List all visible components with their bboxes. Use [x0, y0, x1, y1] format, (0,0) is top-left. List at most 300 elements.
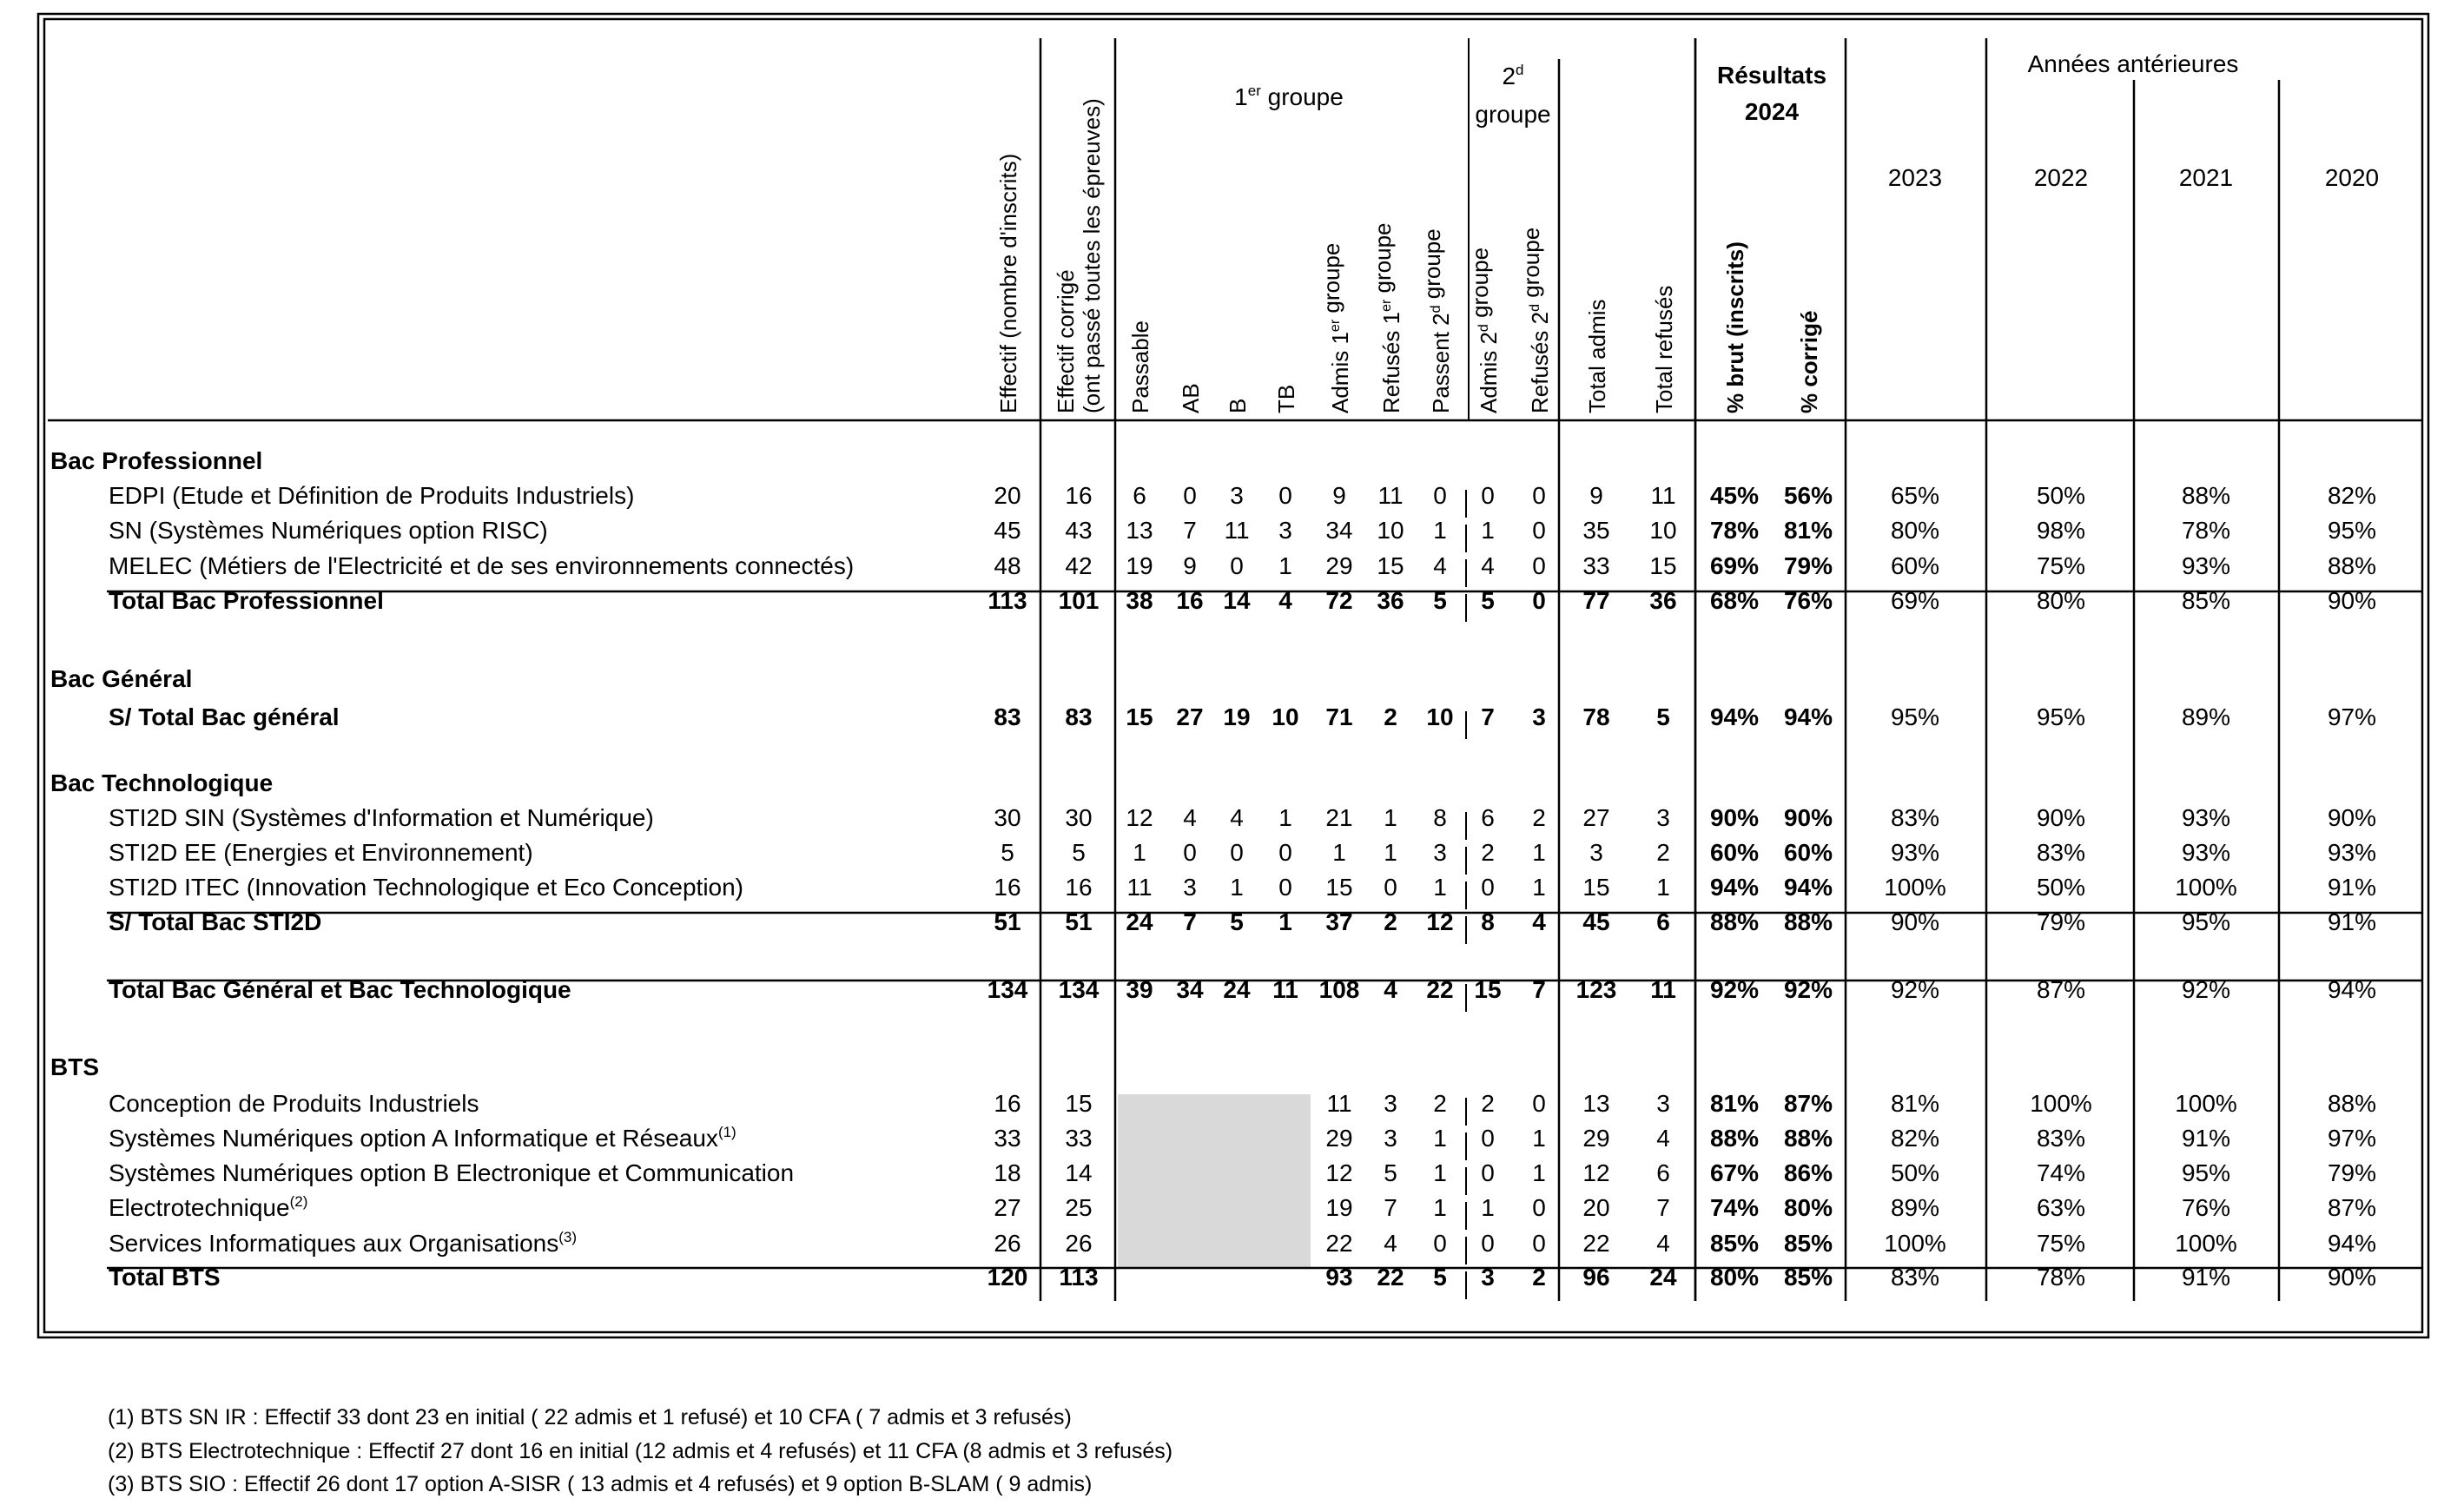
value-cell: 72: [1325, 587, 1353, 614]
value-cell: 45%: [1709, 482, 1760, 509]
value-cell: 123: [1575, 976, 1617, 1003]
value-cell: 78%: [2181, 517, 2231, 544]
value-cell: 11: [1650, 976, 1676, 1003]
value-cell: 33: [994, 1125, 1021, 1152]
value-cell: 1: [1433, 1159, 1447, 1186]
section-heading: Bac Technologique: [50, 769, 274, 796]
section-heading: Bac Professionnel: [50, 447, 263, 474]
value-cell: 91%: [2327, 874, 2377, 901]
row-label: MELEC (Métiers de l'Electricité et de ses environnements connectés): [109, 552, 855, 579]
value-cell: 1: [1532, 1159, 1546, 1186]
row-label: Total Bac Professionnel: [109, 587, 384, 614]
value-cell: 1: [1532, 1125, 1546, 1152]
value-cell: 2: [1384, 908, 1397, 935]
value-cell: 36: [1377, 587, 1404, 614]
value-cell: 29: [1325, 552, 1353, 579]
value-cell: 26: [994, 1230, 1021, 1257]
value-cell: 38: [1126, 587, 1153, 614]
value-cell: 29: [1582, 1125, 1610, 1152]
value-cell: 88%: [2327, 552, 2377, 579]
value-cell: 5: [1433, 587, 1447, 614]
value-cell: 87%: [2327, 1194, 2377, 1221]
value-cell: 79%: [2036, 908, 2086, 935]
value-cell: 5: [1433, 1264, 1447, 1291]
resultats-caption: Résultats: [1716, 62, 1827, 89]
section-heading: BTS: [50, 1053, 99, 1080]
value-cell: 12: [1582, 1159, 1610, 1186]
value-cell: 7: [1481, 703, 1495, 730]
value-cell: 33: [1582, 552, 1610, 579]
value-cell: 80%: [1890, 517, 1940, 544]
value-cell: 19: [1126, 552, 1153, 579]
value-cell: 10: [1426, 703, 1454, 730]
value-cell: 1: [1433, 1194, 1447, 1221]
value-cell: 13: [1582, 1090, 1610, 1117]
value-cell: 27: [1176, 703, 1204, 730]
row-label: Electrotechnique$^{(2)}$: [109, 1193, 308, 1221]
value-cell: 4: [1433, 552, 1447, 579]
value-cell: 100%: [1884, 874, 1946, 901]
value-cell: 65%: [1890, 482, 1940, 509]
value-cell: 0: [1532, 1230, 1546, 1257]
value-cell: 50%: [2036, 874, 2086, 901]
value-cell: 95%: [1890, 703, 1940, 730]
value-cell: 93%: [1890, 839, 1940, 866]
value-cell: 0: [1481, 482, 1495, 509]
value-cell: 9: [1589, 482, 1603, 509]
value-cell: 90%: [2036, 804, 2086, 831]
value-cell: 3: [1384, 1090, 1397, 1117]
value-cell: 5: [1481, 587, 1495, 614]
value-cell: 24: [1223, 976, 1251, 1003]
value-cell: 76%: [2181, 1194, 2231, 1221]
value-cell: 4: [1481, 552, 1495, 579]
value-cell: 34: [1325, 517, 1353, 544]
row-label: EDPI (Etude et Définition de Produits Industriels): [109, 482, 635, 509]
value-cell: 100%: [2175, 874, 2237, 901]
value-cell: 60%: [1783, 839, 1833, 866]
value-cell: 76%: [1783, 587, 1833, 614]
value-cell: 4: [1230, 804, 1244, 831]
value-cell: 83%: [2036, 1125, 2086, 1152]
value-cell: 15: [1126, 703, 1153, 730]
value-cell: 37: [1325, 908, 1353, 935]
value-cell: 134: [987, 976, 1028, 1003]
value-cell: 79%: [1783, 552, 1833, 579]
value-cell: 3: [1433, 839, 1447, 866]
col-header-4: AB: [1178, 383, 1204, 413]
value-cell: 85%: [1709, 1230, 1760, 1257]
value-cell: 0: [1278, 839, 1292, 866]
col-header-9: Passent 2$^d$ groupe: [1419, 228, 1454, 413]
value-cell: 75%: [2036, 1230, 2086, 1257]
value-cell: 21: [1325, 804, 1353, 831]
value-cell: 10: [1377, 517, 1404, 544]
value-cell: 94%: [1709, 874, 1760, 901]
value-cell: 0: [1532, 1194, 1546, 1221]
value-cell: 101: [1058, 587, 1100, 614]
value-cell: 1: [1433, 874, 1447, 901]
row-label: Systèmes Numériques option A Informatique et Réseaux$^{(1)}$: [109, 1124, 737, 1152]
value-cell: 15: [1065, 1090, 1093, 1117]
value-cell: 15: [1649, 552, 1677, 579]
footnote-2: (2) BTS Electrotechnique : Effectif 27 dont 16 en initial (12 admis et 4 refusés) et 11 CFA (8 admis et 3 refusés): [108, 1439, 1173, 1463]
value-cell: 19: [1223, 703, 1251, 730]
row-label: S/ Total Bac STI2D: [109, 908, 322, 935]
value-cell: 92%: [1890, 976, 1940, 1003]
value-cell: 2: [1656, 839, 1670, 866]
value-cell: 93%: [2181, 839, 2231, 866]
value-cell: 11: [1377, 482, 1404, 509]
value-cell: 2: [1384, 703, 1397, 730]
col-header-11: Refusés 2$^d$ groupe: [1518, 227, 1553, 413]
value-cell: 91%: [2181, 1125, 2231, 1152]
value-cell: 92%: [2181, 976, 2231, 1003]
value-cell: 0: [1481, 1159, 1495, 1186]
value-cell: 83%: [1890, 1264, 1940, 1291]
value-cell: 90%: [1890, 908, 1940, 935]
value-cell: 80%: [1783, 1194, 1833, 1221]
value-cell: 24: [1649, 1264, 1677, 1291]
value-cell: 75%: [2036, 552, 2086, 579]
value-cell: 18: [994, 1159, 1021, 1186]
value-cell: 0: [1481, 874, 1495, 901]
value-cell: 94%: [1783, 703, 1833, 730]
value-cell: 0: [1433, 1230, 1447, 1257]
value-cell: 4: [1656, 1125, 1670, 1152]
value-cell: 3: [1183, 874, 1197, 901]
value-cell: 63%: [2036, 1194, 2086, 1221]
row-label: Systèmes Numériques option B Electronique et Communication: [109, 1159, 795, 1186]
value-cell: 90%: [1783, 804, 1833, 831]
col-header-5: B: [1225, 398, 1251, 413]
value-cell: 1: [1278, 908, 1292, 935]
value-cell: 0: [1384, 874, 1397, 901]
value-cell: 93: [1325, 1264, 1353, 1291]
group2-caption-line2: groupe: [1475, 101, 1551, 128]
value-cell: 42: [1065, 552, 1093, 579]
value-cell: 5: [1384, 1159, 1397, 1186]
value-cell: 6: [1481, 804, 1495, 831]
value-cell: 25: [1065, 1194, 1093, 1221]
value-cell: 20: [1582, 1194, 1610, 1221]
value-cell: 15: [1377, 552, 1404, 579]
value-cell: 3: [1230, 482, 1244, 509]
value-cell: 0: [1278, 482, 1292, 509]
col-header-15: % corrigé: [1796, 310, 1822, 413]
value-cell: 92%: [1783, 976, 1833, 1003]
value-cell: 48: [994, 552, 1021, 579]
value-cell: 87%: [2036, 976, 2086, 1003]
value-cell: 12: [1325, 1159, 1353, 1186]
col-header-8: Refusés 1er groupe: [1370, 222, 1404, 413]
value-cell: 82%: [2327, 482, 2377, 509]
value-cell: 68%: [1709, 587, 1760, 614]
value-cell: 51: [994, 908, 1021, 935]
value-cell: 0: [1532, 517, 1546, 544]
value-cell: 1: [1532, 839, 1546, 866]
value-cell: 1: [1656, 874, 1670, 901]
value-cell: 11: [1272, 976, 1298, 1003]
value-cell: 97%: [2327, 1125, 2377, 1152]
value-cell: 11: [1126, 874, 1153, 901]
value-cell: 19: [1325, 1194, 1353, 1221]
value-cell: 11: [1224, 517, 1250, 544]
value-cell: 88%: [1709, 1125, 1760, 1152]
value-cell: 85%: [2181, 587, 2231, 614]
annees-anterieures-caption: Années antérieures: [2027, 50, 2239, 77]
value-cell: 0: [1532, 552, 1546, 579]
value-cell: 1: [1278, 552, 1292, 579]
value-cell: 100%: [2175, 1090, 2237, 1117]
row-label: S/ Total Bac général: [109, 703, 340, 730]
value-cell: 79%: [2327, 1159, 2377, 1186]
value-cell: 2: [1481, 1090, 1495, 1117]
value-cell: 3: [1481, 1264, 1495, 1291]
col-header-14: % brut (inscrits): [1722, 241, 1748, 413]
value-cell: 91%: [2181, 1264, 2231, 1291]
value-cell: 60%: [1709, 839, 1760, 866]
value-cell: 93%: [2327, 839, 2377, 866]
value-cell: 85%: [1783, 1230, 1833, 1257]
value-cell: 6: [1656, 908, 1670, 935]
value-cell: 0: [1532, 1090, 1546, 1117]
value-cell: 1: [1278, 804, 1292, 831]
value-cell: 16: [1065, 482, 1093, 509]
value-cell: 20: [994, 482, 1021, 509]
value-cell: 80%: [2036, 587, 2086, 614]
value-cell: 0: [1532, 482, 1546, 509]
value-cell: 3: [1384, 1125, 1397, 1152]
value-cell: 88%: [2327, 1090, 2377, 1117]
value-cell: 5: [1001, 839, 1014, 866]
value-cell: 74%: [1709, 1194, 1760, 1221]
value-cell: 91%: [2327, 908, 2377, 935]
value-cell: 2: [1433, 1090, 1447, 1117]
value-cell: 95%: [2181, 1159, 2231, 1186]
value-cell: 95%: [2036, 703, 2086, 730]
value-cell: 4: [1278, 587, 1292, 614]
year-header-2021: 2021: [2178, 164, 2234, 191]
col-header-1: Effectif (nombre d'inscrits): [995, 153, 1021, 413]
value-cell: 78%: [1709, 517, 1760, 544]
value-cell: 4: [1656, 1230, 1670, 1257]
value-cell: 95%: [2181, 908, 2231, 935]
value-cell: 88%: [1709, 908, 1760, 935]
value-cell: 4: [1384, 1230, 1397, 1257]
value-cell: 3: [1532, 703, 1546, 730]
value-cell: 98%: [2036, 517, 2086, 544]
value-cell: 94%: [2327, 976, 2377, 1003]
value-cell: 14: [1065, 1159, 1093, 1186]
value-cell: 100%: [1884, 1230, 1946, 1257]
value-cell: 10: [1272, 703, 1299, 730]
value-cell: 8: [1433, 804, 1447, 831]
value-cell: 3: [1656, 1090, 1670, 1117]
row-label: SN (Systèmes Numériques option RISC): [109, 517, 548, 544]
value-cell: 30: [994, 804, 1021, 831]
value-cell: 69%: [1890, 587, 1940, 614]
value-cell: 4: [1183, 804, 1197, 831]
footnote-3: (3) BTS SIO : Effectif 26 dont 17 option A-SISR ( 13 admis et 4 refusés) et 9 option B-SLAM ( 9 admis): [108, 1472, 1093, 1496]
value-cell: 30: [1065, 804, 1093, 831]
value-cell: 45: [1582, 908, 1610, 935]
value-cell: 93%: [2181, 804, 2231, 831]
bts-grey-zone: [1118, 1094, 1311, 1268]
row-label: Conception de Produits Industriels: [109, 1090, 479, 1117]
value-cell: 10: [1649, 517, 1677, 544]
footnote-1: (1) BTS SN IR : Effectif 33 dont 23 en initial ( 22 admis et 1 refusé) et 10 CFA ( 7 admis et 3 refusés): [108, 1405, 1072, 1429]
value-cell: 81%: [1890, 1090, 1940, 1117]
value-cell: 74%: [2036, 1159, 2086, 1186]
value-cell: 83: [994, 703, 1021, 730]
value-cell: 78: [1582, 703, 1610, 730]
value-cell: 67%: [1709, 1159, 1760, 1186]
value-cell: 87%: [1783, 1090, 1833, 1117]
value-cell: 113: [1059, 1264, 1099, 1291]
value-cell: 95%: [2327, 517, 2377, 544]
value-cell: 80%: [1709, 1264, 1760, 1291]
value-cell: 94%: [1709, 703, 1760, 730]
col-header-12: Total admis: [1584, 299, 1610, 413]
value-cell: 0: [1230, 552, 1244, 579]
value-cell: 56%: [1783, 482, 1833, 509]
value-cell: 11: [1326, 1090, 1352, 1117]
value-cell: 1: [1481, 517, 1495, 544]
value-cell: 4: [1384, 976, 1397, 1003]
year-header-2023: 2023: [1887, 164, 1943, 191]
value-cell: 6: [1133, 482, 1146, 509]
col-header-3: Passable: [1127, 320, 1153, 413]
value-cell: 113: [988, 587, 1027, 614]
value-cell: 92%: [1709, 976, 1760, 1003]
value-cell: 36: [1649, 587, 1677, 614]
value-cell: 1: [1230, 874, 1244, 901]
value-cell: 94%: [1783, 874, 1833, 901]
value-cell: 82%: [1890, 1125, 1940, 1152]
value-cell: 0: [1481, 1230, 1495, 1257]
value-cell: 88%: [2181, 482, 2231, 509]
value-cell: 2: [1481, 839, 1495, 866]
value-cell: 90%: [1709, 804, 1760, 831]
value-cell: 22: [1325, 1230, 1353, 1257]
value-cell: 3: [1589, 839, 1603, 866]
value-cell: 89%: [2181, 703, 2231, 730]
value-cell: 7: [1532, 976, 1546, 1003]
value-cell: 1: [1433, 517, 1447, 544]
value-cell: 100%: [2030, 1090, 2092, 1117]
value-cell: 83: [1065, 703, 1093, 730]
value-cell: 22: [1426, 976, 1454, 1003]
value-cell: 15: [1474, 976, 1502, 1003]
row-label: Total Bac Général et Bac Technologique: [109, 976, 571, 1003]
value-cell: 13: [1126, 517, 1153, 544]
value-cell: 90%: [2327, 804, 2377, 831]
value-cell: 1: [1532, 874, 1546, 901]
value-cell: 16: [1176, 587, 1204, 614]
value-cell: 9: [1332, 482, 1346, 509]
row-label: Services Informatiques aux Organisations$^{(3)}$: [109, 1229, 578, 1257]
value-cell: 2: [1532, 1264, 1546, 1291]
value-cell: 90%: [2327, 587, 2377, 614]
value-cell: 14: [1223, 587, 1251, 614]
value-cell: 1: [1433, 1125, 1447, 1152]
value-cell: 69%: [1709, 552, 1760, 579]
value-cell: 0: [1230, 839, 1244, 866]
value-cell: 16: [1065, 874, 1093, 901]
value-cell: 0: [1433, 482, 1447, 509]
value-cell: 6: [1656, 1159, 1670, 1186]
value-cell: 5: [1230, 908, 1244, 935]
value-cell: 1: [1384, 839, 1397, 866]
value-cell: 12: [1426, 908, 1454, 935]
value-cell: 3: [1278, 517, 1292, 544]
value-cell: 78%: [2036, 1264, 2086, 1291]
value-cell: 0: [1532, 587, 1546, 614]
value-cell: 7: [1656, 1194, 1670, 1221]
value-cell: 2: [1532, 804, 1546, 831]
value-cell: 5: [1072, 839, 1086, 866]
value-cell: 1: [1481, 1194, 1495, 1221]
value-cell: 27: [1582, 804, 1610, 831]
value-cell: 134: [1058, 976, 1100, 1003]
value-cell: 60%: [1890, 552, 1940, 579]
value-cell: 0: [1278, 874, 1292, 901]
group2-caption: 2$^d$: [1502, 62, 1524, 89]
value-cell: 7: [1384, 1194, 1397, 1221]
value-cell: 83%: [2036, 839, 2086, 866]
value-cell: 94%: [2327, 1230, 2377, 1257]
value-cell: 120: [987, 1264, 1028, 1291]
value-cell: 33: [1065, 1125, 1093, 1152]
year-header-2020: 2020: [2324, 164, 2380, 191]
value-cell: 11: [1650, 482, 1676, 509]
value-cell: 26: [1065, 1230, 1093, 1257]
value-cell: 27: [994, 1194, 1021, 1221]
row-label: STI2D EE (Energies et Environnement): [109, 839, 533, 866]
col-header-7: Admis 1er groupe: [1318, 242, 1353, 413]
value-cell: 8: [1481, 908, 1495, 935]
col-header-10: Admis 2$^d$ groupe: [1467, 247, 1502, 413]
value-cell: 93%: [2181, 552, 2231, 579]
value-cell: 45: [994, 517, 1021, 544]
value-cell: 88%: [1783, 1125, 1833, 1152]
value-cell: 96: [1582, 1264, 1610, 1291]
value-cell: 15: [1325, 874, 1353, 901]
value-cell: 88%: [1783, 908, 1833, 935]
value-cell: 77: [1582, 587, 1610, 614]
value-cell: 81%: [1783, 517, 1833, 544]
value-cell: 100%: [2175, 1230, 2237, 1257]
value-cell: 89%: [1890, 1194, 1940, 1221]
row-label: STI2D ITEC (Innovation Technologique et Eco Conception): [109, 874, 744, 901]
value-cell: 50%: [2036, 482, 2086, 509]
value-cell: 22: [1377, 1264, 1404, 1291]
value-cell: 34: [1176, 976, 1204, 1003]
value-cell: 29: [1325, 1125, 1353, 1152]
value-cell: 5: [1656, 703, 1670, 730]
section-heading: Bac Général: [50, 665, 193, 692]
value-cell: 50%: [1890, 1159, 1940, 1186]
value-cell: 22: [1582, 1230, 1610, 1257]
value-cell: 4: [1532, 908, 1546, 935]
value-cell: 7: [1183, 517, 1197, 544]
value-cell: 108: [1318, 976, 1360, 1003]
value-cell: 16: [994, 1090, 1021, 1117]
value-cell: 43: [1065, 517, 1093, 544]
value-cell: 1: [1384, 804, 1397, 831]
value-cell: 24: [1126, 908, 1153, 935]
